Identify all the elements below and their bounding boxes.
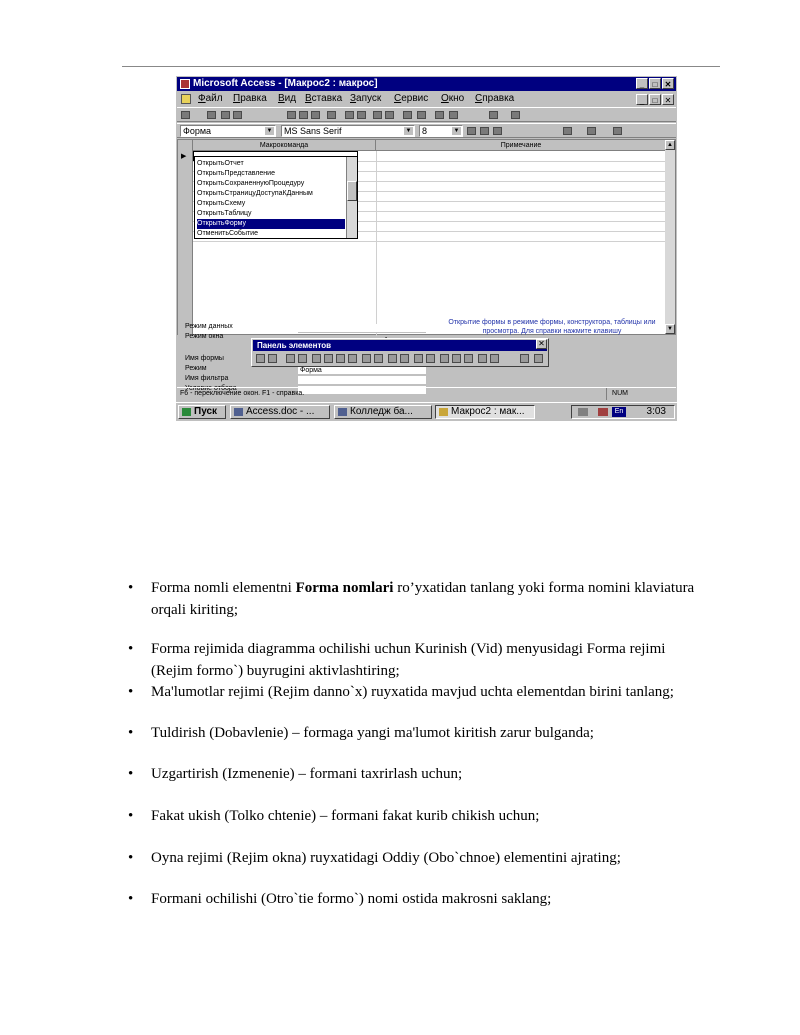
menu-help[interactable]: Справка [475, 93, 515, 104]
macro-icon [439, 408, 448, 416]
list-item: Fakat ukish (Tolko chtenie) – formani fakat kurib chikish uchun; [151, 808, 540, 824]
build-icon[interactable] [417, 111, 426, 119]
chevron-down-icon: ▼ [266, 128, 273, 134]
header-rule [122, 66, 720, 67]
scroll-thumb[interactable] [347, 181, 357, 201]
option-button-icon[interactable] [336, 354, 345, 363]
bullet-marker: • [128, 641, 134, 657]
format-toolbar [177, 123, 676, 138]
font-color-icon[interactable] [587, 127, 596, 135]
list-item[interactable]: ОткрытьОтчет [197, 160, 244, 167]
task-college[interactable]: Колледж ба... [334, 405, 432, 419]
list-item[interactable]: ОтменитьСобытие [197, 230, 258, 237]
tray-keyboard-icon[interactable] [598, 408, 608, 416]
tab-control-icon[interactable] [452, 354, 461, 363]
arg-label: Условие отбора [185, 385, 237, 392]
close-button[interactable]: ✕ [662, 78, 674, 89]
run-icon[interactable] [403, 111, 412, 119]
doc-close-button[interactable]: ✕ [662, 94, 674, 105]
doc-minimize-button[interactable]: _ [636, 94, 648, 105]
preview-icon[interactable] [233, 111, 242, 119]
list-item: Forma rejimida diagramma ochilishi uchun Kurinish (Vid) menyusidagi Forma rejimi (Rejim formo`) buyrugini aktivlashtiring; [151, 641, 666, 679]
bound-frame-icon[interactable] [426, 354, 435, 363]
list-item: Oyna rejimi (Rejim okna) ruyxatidagi Oddiy (Obo`chnoe) elementini ajrating; [151, 850, 621, 866]
wizard-icon[interactable] [268, 354, 277, 363]
combo-box-icon[interactable] [362, 354, 371, 363]
undo-icon[interactable] [327, 111, 336, 119]
font-size-combo[interactable]: 8 ▼ [419, 125, 463, 137]
scroll-up-icon[interactable]: ▲ [665, 140, 675, 150]
bullet-marker: • [128, 580, 134, 596]
menu-bar [177, 92, 676, 106]
database-window-icon[interactable] [435, 111, 444, 119]
object-combo[interactable]: Форма ▼ [180, 125, 276, 137]
page-break-icon[interactable] [440, 354, 449, 363]
menu-run[interactable]: Запуск [350, 93, 382, 104]
list-item[interactable]: ОткрытьСтраницуДоступаКДанным [197, 190, 313, 197]
menu-tools[interactable]: Сервис [394, 93, 429, 104]
status-bar [177, 387, 676, 400]
list-item[interactable]: ОткрытьПредставление [197, 170, 275, 177]
word-doc-icon [234, 408, 243, 416]
select-objects-icon[interactable] [256, 354, 265, 363]
access-app-icon [180, 79, 190, 89]
row-selector[interactable] [178, 140, 193, 336]
option-group-icon[interactable] [312, 354, 321, 363]
list-item[interactable]: ОткрытьСохраненнуюПроцедуру [197, 180, 305, 187]
close-icon[interactable]: ✕ [536, 339, 547, 349]
underline-icon[interactable] [493, 127, 502, 135]
menu-edit[interactable]: Правка [233, 93, 267, 104]
arg-label: Имя фильтра [185, 375, 229, 382]
taskbar [176, 402, 677, 421]
save-icon[interactable] [207, 111, 216, 119]
view-field[interactable]: Форма [298, 366, 426, 375]
bullet-marker: • [128, 684, 134, 700]
standard-toolbar [177, 107, 676, 122]
list-item[interactable]: ОткрытьСхему [197, 200, 246, 207]
italic-icon[interactable] [480, 127, 489, 135]
clock: 3:03 [646, 406, 666, 417]
macro-action-dropdown[interactable] [194, 156, 358, 239]
arg-label: Имя формы [185, 355, 224, 362]
task-macro2[interactable]: Макрос2 : мак... [435, 405, 535, 419]
status-text: F6 - переключение окон. F1 - справка. [180, 390, 305, 397]
checkbox-icon[interactable] [348, 354, 357, 363]
windows-logo-icon [182, 408, 191, 416]
chevron-down-icon: ▼ [405, 128, 412, 134]
copy-icon[interactable] [299, 111, 308, 119]
delete-row-icon[interactable] [385, 111, 394, 119]
label-icon[interactable] [286, 354, 295, 363]
arg-label: Режим [185, 365, 207, 372]
menu-window[interactable]: Окно [441, 93, 465, 104]
list-item[interactable]: ОткрытьТаблицу [197, 210, 252, 217]
arg-label: Режим окна [185, 333, 224, 340]
tools-icon[interactable] [534, 354, 543, 363]
chevron-down-icon: ▼ [453, 128, 460, 134]
access-screenshot [176, 76, 677, 421]
line-color-icon[interactable] [613, 127, 622, 135]
menu-view[interactable]: Вид [278, 93, 297, 104]
view-icon[interactable] [181, 111, 190, 119]
menu-file[interactable]: Файл [198, 93, 223, 104]
title-bar [177, 77, 676, 91]
unbound-frame-icon[interactable] [414, 354, 423, 363]
textbox-icon[interactable] [298, 354, 307, 363]
list-item: Uzgartirish (Izmenenie) – formani taxrirlash uchun; [151, 766, 463, 782]
cut-icon[interactable] [287, 111, 296, 119]
new-object-dropdown-icon[interactable] [489, 111, 498, 119]
col-header-note: Примечание [376, 140, 666, 151]
list-item: Forma nomli elementni Forma nomlari ro’yxatidan tanlang yoki forma nomini klaviatura orqali kiriting; [151, 580, 695, 618]
palette-title: Панель элементов [253, 340, 547, 351]
num-lock-indicator: NUM [606, 388, 633, 400]
command-button-icon[interactable] [388, 354, 397, 363]
help-icon[interactable] [511, 111, 520, 119]
new-object-icon[interactable] [449, 111, 458, 119]
bullet-marker: • [128, 850, 134, 866]
insert-row-icon[interactable] [373, 111, 382, 119]
task-access-doc[interactable]: Access.doc - ... [230, 405, 330, 419]
filter-name-field[interactable] [298, 376, 426, 385]
list-box-icon[interactable] [374, 354, 383, 363]
grid-scrollbar[interactable] [665, 140, 675, 334]
col-header-macro: Макрокоманда [193, 140, 376, 151]
font-combo[interactable]: MS Sans Serif ▼ [281, 125, 415, 137]
maximize-button[interactable]: □ [649, 78, 661, 89]
toolbox-palette[interactable] [251, 338, 549, 367]
paste-icon[interactable] [311, 111, 320, 119]
data-mode-field[interactable] [298, 324, 426, 333]
start-button[interactable]: Пуск [178, 405, 226, 419]
line-icon[interactable] [478, 354, 487, 363]
macro-doc-icon [181, 94, 191, 104]
system-tray [571, 405, 675, 419]
language-indicator[interactable]: En [612, 407, 626, 417]
fill-color-icon[interactable] [563, 127, 572, 135]
more-controls-icon[interactable] [520, 354, 529, 363]
toggle-button-icon[interactable] [324, 354, 333, 363]
subform-icon[interactable] [464, 354, 473, 363]
arg-label: Режим данных [185, 323, 233, 330]
dropdown-scrollbar[interactable] [346, 157, 357, 238]
minimize-button[interactable]: _ [636, 78, 648, 89]
bullet-marker: • [128, 766, 134, 782]
macro-names-icon[interactable] [345, 111, 354, 119]
database-icon [338, 408, 347, 416]
list-item: Ma'lumotlar rejimi (Rejim danno`x) ruyxatida mavjud uchta elementdan birini tanlang; [151, 684, 674, 700]
menu-insert[interactable]: Вставка [305, 93, 343, 104]
rectangle-icon[interactable] [490, 354, 499, 363]
print-icon[interactable] [221, 111, 230, 119]
current-row-icon: ▶ [181, 153, 187, 160]
image-icon[interactable] [400, 354, 409, 363]
bullet-marker: • [128, 725, 134, 741]
tray-app-icon[interactable] [578, 408, 588, 416]
scroll-down-icon[interactable]: ▼ [665, 324, 675, 334]
help-text: Открытие формы в режиме формы, конструктора, таблицы или просмотра. Для справки нажмите клавишу [448, 319, 656, 335]
conditions-icon[interactable] [357, 111, 366, 119]
list-item: Tuldirish (Dobavlenie) – formaga yangi ma'lumot kiritish zarur bulganda; [151, 725, 594, 741]
bullet-marker: • [128, 808, 134, 824]
list-item: Formani ochilishi (Otro`tie formo`) nomi ostida makrosni saklang; [151, 891, 552, 907]
bold-icon[interactable] [467, 127, 476, 135]
list-item-selected[interactable]: ОткрытьФорму [197, 219, 345, 229]
bullet-marker: • [128, 891, 134, 907]
doc-maximize-button[interactable]: □ [649, 94, 661, 105]
window-title: Microsoft Access - [Макрос2 : макрос] [193, 78, 378, 89]
